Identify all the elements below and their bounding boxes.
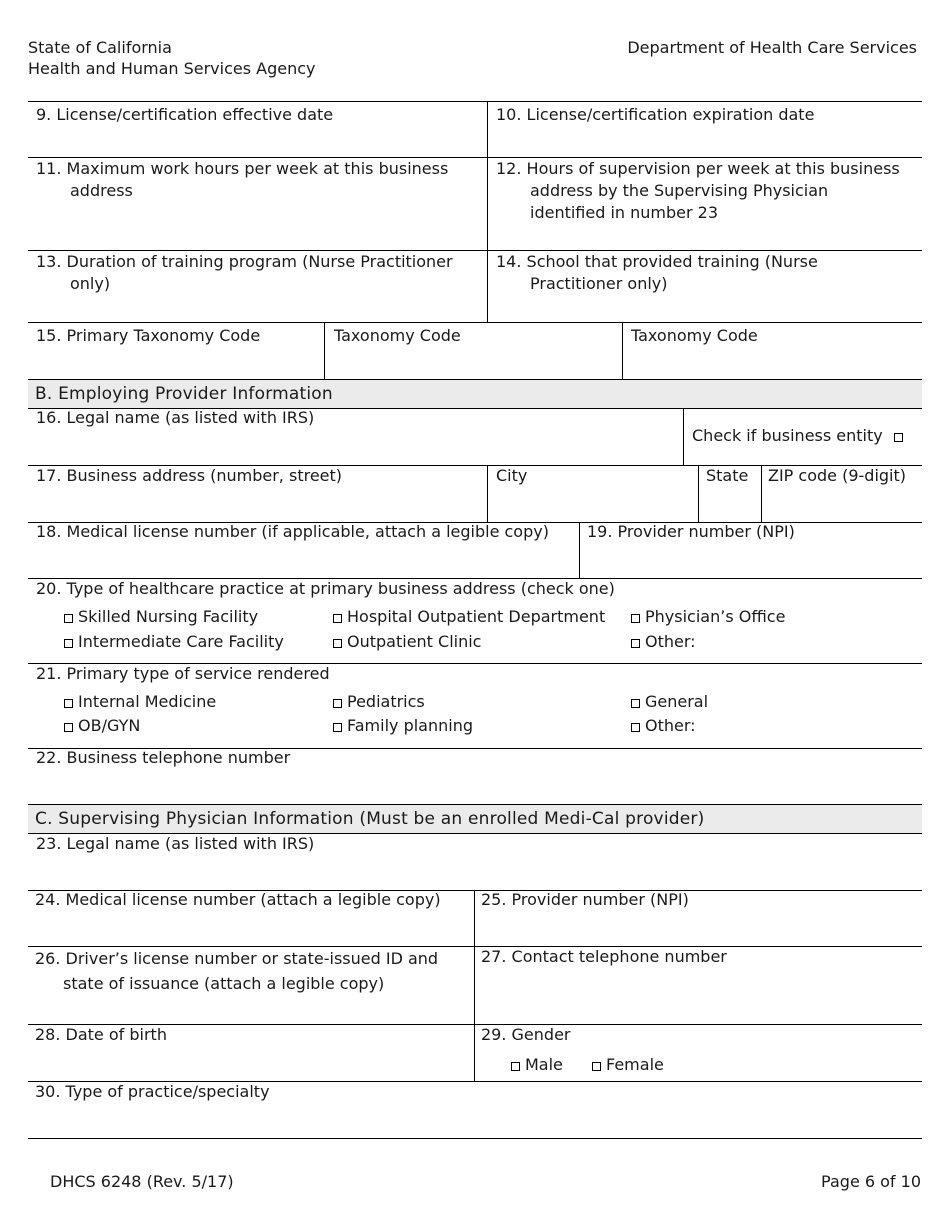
field-17-label[interactable]: 17. Business address (number, street)	[36, 466, 343, 485]
option-outpatient-clinic[interactable]	[333, 631, 481, 653]
option-internal-medicine[interactable]	[64, 691, 216, 713]
field-11-label[interactable]	[36, 158, 448, 202]
field-14-label[interactable]	[496, 251, 818, 295]
field-12-label[interactable]	[496, 158, 900, 224]
option-physicians-office[interactable]	[631, 606, 785, 628]
field-22-label[interactable]: 22. Business telephone number	[36, 748, 291, 767]
checkbox[interactable]	[631, 699, 640, 708]
divider	[324, 322, 325, 379]
field-12-line-2: address by the Supervising Physician	[530, 181, 829, 200]
field-18-label[interactable]: 18. Medical license number (if applicable, attach a legible copy)	[36, 522, 549, 541]
field-25-label[interactable]: 25. Provider number (NPI)	[481, 890, 689, 909]
field-20-label: 20. Type of healthcare practice at primary business address (check one)	[36, 579, 615, 598]
field-14-line-1: 14. School that provided training (Nurse	[496, 252, 818, 271]
option-label: Hospital Outpatient Department	[347, 607, 606, 626]
agency-name	[28, 37, 316, 79]
option-label: Pediatrics	[347, 692, 425, 711]
option-skilled-nursing[interactable]	[64, 606, 258, 628]
option-label: General	[645, 692, 709, 711]
field-13-label[interactable]	[36, 251, 453, 295]
checkbox[interactable]	[592, 1062, 601, 1071]
field-17-zip-label[interactable]: ZIP code (9-digit)	[768, 466, 906, 485]
divider	[761, 465, 762, 522]
field-26-line-1: 26. Driver’s license number or state-issued ID and	[35, 949, 439, 968]
option-ob-gyn[interactable]	[64, 715, 140, 737]
rule	[28, 101, 922, 102]
checkbox[interactable]	[333, 699, 342, 708]
field-14-line-2: Practitioner only)	[530, 274, 668, 293]
field-29-label: 29. Gender	[481, 1025, 571, 1044]
agency-line-1: State of California	[28, 38, 172, 57]
divider	[487, 465, 488, 522]
option-label: Family planning	[347, 716, 473, 735]
field-15-label[interactable]: 15. Primary Taxonomy Code	[36, 326, 261, 345]
checkbox[interactable]	[64, 699, 73, 708]
field-26-label[interactable]	[35, 946, 438, 996]
field-15-taxonomy-2-label[interactable]: Taxonomy Code	[334, 326, 461, 345]
option-female[interactable]	[592, 1054, 664, 1076]
divider	[474, 890, 475, 1081]
checkbox[interactable]	[64, 723, 73, 732]
option-label: Internal Medicine	[78, 692, 217, 711]
field-12-line-3: identified in number 23	[530, 203, 719, 222]
option-label: Outpatient Clinic	[347, 632, 482, 651]
checkbox[interactable]	[631, 614, 640, 623]
field-27-label[interactable]: 27. Contact telephone number	[481, 947, 727, 966]
field-9-label[interactable]: 9. License/certification effective date	[36, 105, 334, 124]
option-label: Other:	[645, 716, 696, 735]
field-26-line-2: state of issuance (attach a legible copy)	[63, 974, 385, 993]
divider	[683, 408, 684, 465]
business-entity-checkbox[interactable]	[894, 433, 903, 442]
option-male[interactable]	[511, 1054, 563, 1076]
divider	[622, 322, 623, 379]
option-hospital-outpatient[interactable]	[333, 606, 605, 628]
divider	[579, 522, 580, 578]
business-entity-label: Check if business entity	[692, 426, 883, 445]
option-label: Intermediate Care Facility	[78, 632, 284, 651]
field-28-label[interactable]: 28. Date of birth	[35, 1025, 167, 1044]
rule	[28, 322, 922, 323]
field-10-label[interactable]: 10. License/certification expiration date	[496, 105, 815, 124]
field-19-label[interactable]: 19. Provider number (NPI)	[587, 522, 795, 541]
option-service-other[interactable]	[631, 715, 696, 737]
field-21-label: 21. Primary type of service rendered	[36, 664, 330, 683]
agency-line-2: Health and Human Services Agency	[28, 59, 316, 78]
business-entity-check[interactable]	[692, 425, 903, 447]
rule	[28, 1138, 922, 1139]
checkbox[interactable]	[631, 723, 640, 732]
field-17-state-label[interactable]: State	[706, 466, 749, 485]
checkbox[interactable]	[333, 639, 342, 648]
form-id: DHCS 6248 (Rev. 5/17)	[50, 1172, 234, 1191]
option-intermediate-care[interactable]	[64, 631, 284, 653]
option-general[interactable]	[631, 691, 708, 713]
field-13-line-1: 13. Duration of training program (Nurse Practitioner	[36, 252, 453, 271]
option-pediatrics[interactable]	[333, 691, 425, 713]
page-number: Page 6 of 10	[821, 1172, 921, 1191]
field-24-label[interactable]: 24. Medical license number (attach a legible copy)	[35, 890, 441, 909]
field-30-label[interactable]: 30. Type of practice/specialty	[35, 1082, 270, 1101]
section-c-title: C. Supervising Physician Information (Must be an enrolled Medi-Cal provider)	[35, 809, 705, 829]
option-label: Physician’s Office	[645, 607, 786, 626]
field-16-label[interactable]: 16. Legal name (as listed with IRS)	[36, 408, 315, 427]
field-11-line-2: address	[70, 181, 133, 200]
field-17-city-label[interactable]: City	[496, 466, 528, 485]
checkbox[interactable]	[64, 639, 73, 648]
option-family-planning[interactable]	[333, 715, 473, 737]
department-name: Department of Health Care Services	[627, 38, 917, 57]
option-label: Male	[525, 1055, 563, 1074]
option-label: OB/GYN	[78, 716, 141, 735]
section-b-title: B. Employing Provider Information	[35, 384, 333, 404]
option-label: Other:	[645, 632, 696, 651]
field-11-line-1: 11. Maximum work hours per week at this business	[36, 159, 449, 178]
field-15-taxonomy-3-label[interactable]: Taxonomy Code	[631, 326, 758, 345]
divider	[698, 465, 699, 522]
checkbox[interactable]	[631, 639, 640, 648]
divider	[487, 101, 488, 322]
checkbox[interactable]	[333, 614, 342, 623]
option-label: Female	[606, 1055, 664, 1074]
field-12-line-1: 12. Hours of supervision per week at this business	[496, 159, 900, 178]
checkbox[interactable]	[64, 614, 73, 623]
field-23-label[interactable]: 23. Legal name (as listed with IRS)	[36, 834, 315, 853]
checkbox[interactable]	[511, 1062, 520, 1071]
field-13-line-2: only)	[70, 274, 111, 293]
option-practice-other[interactable]	[631, 631, 696, 653]
option-label: Skilled Nursing Facility	[78, 607, 259, 626]
checkbox[interactable]	[333, 723, 342, 732]
